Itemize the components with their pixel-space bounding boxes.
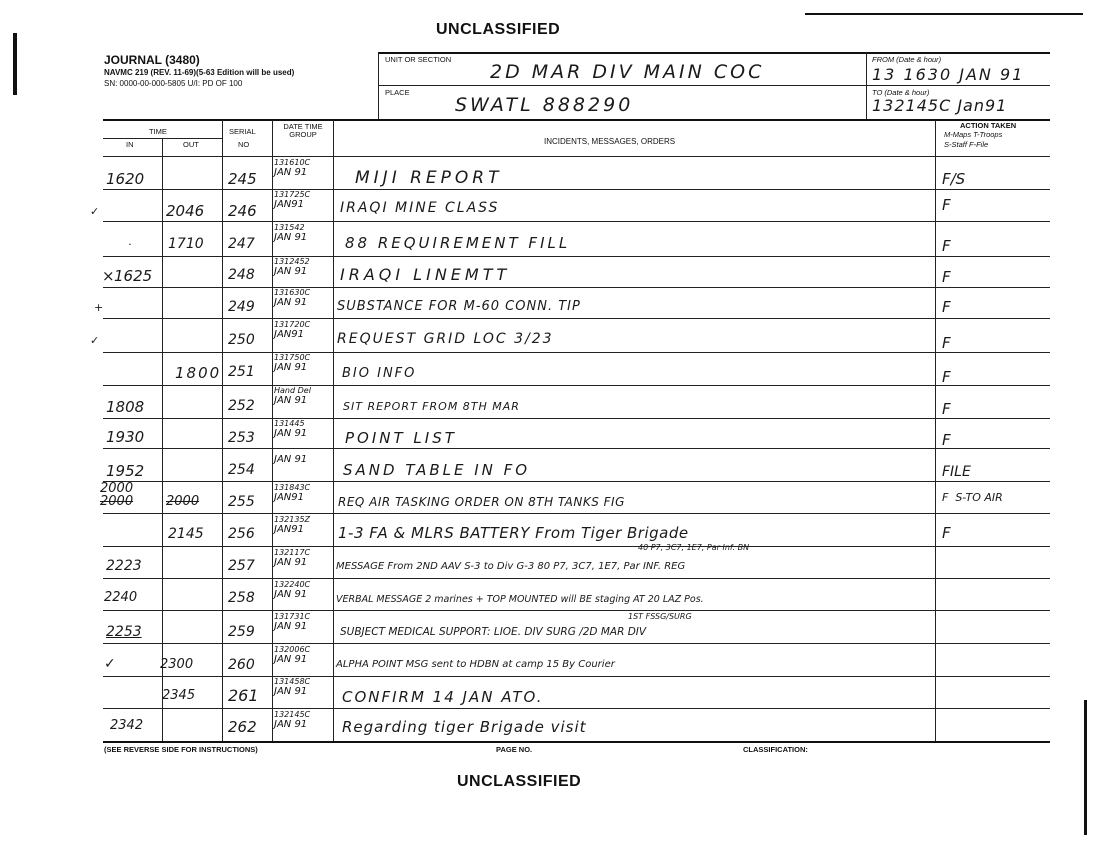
unit-label: UNIT OR SECTION xyxy=(385,55,452,64)
row-action: F xyxy=(942,368,951,386)
row-dtg-date: JAN 91 xyxy=(274,621,308,632)
classification-bottom: UNCLASSIFIED xyxy=(457,773,582,790)
row-incident-text: SAND TABLE IN FO xyxy=(343,461,531,479)
row-incident-text: SIT REPORT FROM 8TH MAR xyxy=(343,400,520,413)
row-incident-text: REQ AIR TASKING ORDER ON 8TH TANKS FIG xyxy=(338,495,625,509)
form-sn: SN: 0000-00-000-5805 U/I: PD OF 100 xyxy=(104,79,243,88)
row-dtg-date: JAN 91 xyxy=(274,362,308,373)
row-margin-mark: + xyxy=(94,301,104,314)
row-action: F xyxy=(942,334,951,352)
row-action: F xyxy=(942,431,951,449)
row-dtg-time: 132145C xyxy=(274,710,311,719)
col-header-action: ACTION TAKEN xyxy=(960,121,1017,130)
row-in-time: 2342 xyxy=(110,718,144,733)
row-dtg-date: JAN91 xyxy=(274,199,304,210)
row-action: F xyxy=(942,196,951,214)
classification-top: UNCLASSIFIED xyxy=(436,21,561,38)
row-rule xyxy=(103,256,1050,257)
row-dtg-date: JAN 91 xyxy=(274,232,308,243)
row-in-time: 1808 xyxy=(106,398,145,416)
row-rule xyxy=(103,287,1050,288)
to-label: TO (Date & hour) xyxy=(872,88,930,97)
header-top-rule xyxy=(378,52,1050,54)
row-rule xyxy=(103,708,1050,709)
col-header-incidents: INCIDENTS, MESSAGES, ORDERS xyxy=(544,137,676,146)
row-action: F xyxy=(942,400,951,418)
row-rule xyxy=(103,221,1050,222)
col-line-action xyxy=(935,120,936,741)
row-serial: 247 xyxy=(228,236,255,252)
row-serial: 254 xyxy=(228,462,255,478)
row-rule xyxy=(103,643,1050,644)
row-serial: 246 xyxy=(228,202,257,220)
row-incident-text: SUBSTANCE FOR M-60 CONN. TIP xyxy=(337,299,581,314)
row-dtg-date: JAN 91 xyxy=(274,167,308,178)
row-action: F xyxy=(942,524,951,542)
row-dtg-date: JAN 91 xyxy=(274,395,308,406)
row-in-time: 1952 xyxy=(106,462,145,480)
row-dtg-time: 132117C xyxy=(274,548,311,557)
row-dtg-time: Hand Del xyxy=(274,386,311,395)
row-incident-text: ALPHA POINT MSG sent to HDBN at camp 15 By Courier xyxy=(336,659,615,670)
row-out-time: 2145 xyxy=(168,526,204,542)
col-line-dtg xyxy=(272,120,273,741)
row-dtg-time: 131843C xyxy=(274,483,311,492)
form-number: NAVMC 219 (REV. 11-69)(5-63 Edition will be used) xyxy=(104,68,295,77)
row-action: F xyxy=(942,237,951,255)
row-dtg-time: 132006C xyxy=(274,645,311,654)
row-in-time: 2000 xyxy=(100,481,134,496)
row-rule xyxy=(103,318,1050,319)
row-margin-mark: · xyxy=(128,238,132,251)
col-header-in: IN xyxy=(126,140,134,149)
footer-classification: CLASSIFICATION: xyxy=(743,745,808,754)
place-value: SWATL 888290 xyxy=(455,94,634,116)
col-header-out: OUT xyxy=(183,140,199,149)
row-incident-text: Regarding tiger Brigade visit xyxy=(342,718,587,736)
row-dtg-time: 131630C xyxy=(274,288,311,297)
row-dtg-date: JAN91 xyxy=(274,329,304,340)
row-dtg-date: JAN 91 xyxy=(274,266,308,277)
row-action: F xyxy=(942,268,951,286)
col-line-serial xyxy=(222,120,223,741)
col-header-serial: SERIAL xyxy=(229,127,256,136)
row-serial: 256 xyxy=(228,526,255,542)
row-incident-text: REQUEST GRID LOC 3/23 xyxy=(337,331,554,347)
row-annotation-above: 1ST FSSG/SURG xyxy=(628,612,692,621)
row-dtg-time: 131542 xyxy=(274,223,305,232)
col-line-incidents xyxy=(333,120,334,741)
table-bottom-rule xyxy=(103,741,1050,743)
row-action: F xyxy=(942,298,951,316)
form-title: JOURNAL (3480) xyxy=(104,53,200,67)
row-in-time: 1625 xyxy=(114,267,153,285)
scan-artifact-bar-right xyxy=(1084,700,1087,835)
row-in-time: 2253 xyxy=(106,624,142,640)
row-in-time-struck: 2000 xyxy=(100,494,134,509)
from-label: FROM (Date & hour) xyxy=(872,55,942,64)
col-header-action-legend-2: S-Staff F-File xyxy=(944,140,989,149)
row-incident-text: 1-3 FA & MLRS BATTERY From Tiger Brigade xyxy=(338,524,689,542)
unit-value: 2D MAR DIV MAIN COC xyxy=(490,61,765,83)
row-serial: 253 xyxy=(228,430,255,446)
row-annotation-above: 40 P7, 3C7, 1E7, Par Inf. BN xyxy=(638,543,750,552)
row-dtg-time: 131731C xyxy=(274,612,311,621)
row-serial: 262 xyxy=(228,718,257,736)
row-in-time: 2240 xyxy=(104,590,138,605)
row-rule xyxy=(103,513,1050,514)
row-incident-text: MIJI REPORT xyxy=(355,168,503,188)
row-margin-mark: ✓ xyxy=(104,656,116,672)
row-serial: 257 xyxy=(228,558,255,574)
row-rule xyxy=(103,352,1050,353)
time-subheader-rule xyxy=(103,138,222,139)
row-rule xyxy=(103,610,1050,611)
row-dtg-time: 132240C xyxy=(274,580,311,589)
row-serial: 252 xyxy=(228,398,255,414)
row-out-time: 1710 xyxy=(168,236,204,252)
row-serial: 261 xyxy=(228,686,259,705)
row-rule xyxy=(103,448,1050,449)
row-incident-text: BIO INFO xyxy=(342,366,417,381)
row-dtg-date: JAN 91 xyxy=(274,719,308,730)
row-serial: 258 xyxy=(228,590,255,606)
header-mid-rule xyxy=(378,85,1050,86)
row-dtg-date: JAN91 xyxy=(274,492,304,503)
scan-artifact-line xyxy=(805,13,1083,15)
row-rule xyxy=(103,578,1050,579)
row-rule xyxy=(103,418,1050,419)
row-rule xyxy=(103,189,1050,190)
row-margin-mark: × xyxy=(102,267,115,285)
row-serial: 260 xyxy=(228,657,255,673)
row-dtg-date: JAN 91 xyxy=(274,589,308,600)
row-serial: 248 xyxy=(228,267,255,283)
row-incident-text: SUBJECT MEDICAL SUPPORT: LIOE. DIV SURG /2D MAR DIV xyxy=(340,626,647,638)
row-dtg-date: JAN 91 xyxy=(274,297,308,308)
row-in-time: 2223 xyxy=(106,558,142,574)
row-rule xyxy=(103,676,1050,677)
row-action: F/S xyxy=(942,170,966,188)
row-rule xyxy=(103,546,1050,547)
row-serial: 249 xyxy=(228,299,255,315)
row-out-time: 2345 xyxy=(162,688,196,703)
row-dtg-time: 131750C xyxy=(274,353,311,362)
row-incident-text: IRAQI LINEMTT xyxy=(340,265,511,284)
row-dtg-date: JAN 91 xyxy=(274,454,308,465)
row-serial: 251 xyxy=(228,364,255,380)
col-header-time: TIME xyxy=(149,127,167,136)
row-incident-text: POINT LIST xyxy=(345,429,457,447)
row-serial: 259 xyxy=(228,624,255,640)
row-action: F S-TO AIR xyxy=(942,491,1003,504)
row-dtg-date: JAN91 xyxy=(274,524,304,535)
row-dtg-date: JAN 91 xyxy=(274,557,308,568)
row-in-time: 1620 xyxy=(106,170,145,188)
row-serial: 245 xyxy=(228,170,257,188)
from-value: 13 1630 JAN 91 xyxy=(872,65,1025,84)
row-dtg-time: 1312452 xyxy=(274,257,310,266)
row-dtg-time: 131720C xyxy=(274,320,311,329)
row-dtg-time: 131458C xyxy=(274,677,311,686)
row-incident-text: MESSAGE From 2ND AAV S-3 to Div G-3 80 P7, 3C7, 1E7, Par INF. REG xyxy=(336,561,686,572)
scan-artifact-bar-left xyxy=(13,33,17,95)
row-rule xyxy=(103,385,1050,386)
table-header-rule xyxy=(103,156,1050,157)
to-value: 132145C Jan91 xyxy=(872,96,1008,115)
row-dtg-date: JAN 91 xyxy=(274,686,308,697)
col-header-action-legend-1: M-Maps T-Troops xyxy=(944,130,1003,139)
row-serial: 250 xyxy=(228,332,255,348)
row-out-time: 1800 xyxy=(175,364,222,382)
row-out-time: 2300 xyxy=(160,657,194,672)
row-incident-text: IRAQI MINE CLASS xyxy=(340,200,500,216)
row-incident-text: 88 REQUIREMENT FILL xyxy=(345,234,571,252)
row-dtg-time: 132135Z xyxy=(274,515,311,524)
row-dtg-time: 131610C xyxy=(274,158,311,167)
footer-instructions: (SEE REVERSE SIDE FOR INSTRUCTIONS) xyxy=(104,745,258,754)
row-rule xyxy=(103,481,1050,482)
row-margin-mark: ✓ xyxy=(90,205,100,218)
row-incident-text: CONFIRM 14 JAN ATO. xyxy=(342,688,544,706)
col-line-in-out xyxy=(162,138,163,741)
col-header-no: NO xyxy=(238,140,250,149)
row-dtg-date: JAN 91 xyxy=(274,428,308,439)
row-in-time: 1930 xyxy=(106,428,145,446)
row-serial: 255 xyxy=(228,494,255,510)
row-dtg-time: 131725C xyxy=(274,190,311,199)
row-incident-text: VERBAL MESSAGE 2 marines + TOP MOUNTED will BE staging AT 20 LAZ Pos. xyxy=(336,594,704,605)
table-top-rule xyxy=(103,119,1050,121)
row-dtg-date: JAN 91 xyxy=(274,654,308,665)
row-out-time: 2046 xyxy=(166,202,205,220)
col-header-dtg: DATE TIME GROUP xyxy=(283,122,323,139)
footer-page-no: PAGE NO. xyxy=(496,745,533,754)
row-margin-mark: ✓ xyxy=(90,334,100,347)
row-dtg-time: 131445 xyxy=(274,419,305,428)
row-action: FILE xyxy=(942,464,971,480)
row-out-time: 2000 xyxy=(166,494,200,509)
place-label: PLACE xyxy=(385,88,410,97)
